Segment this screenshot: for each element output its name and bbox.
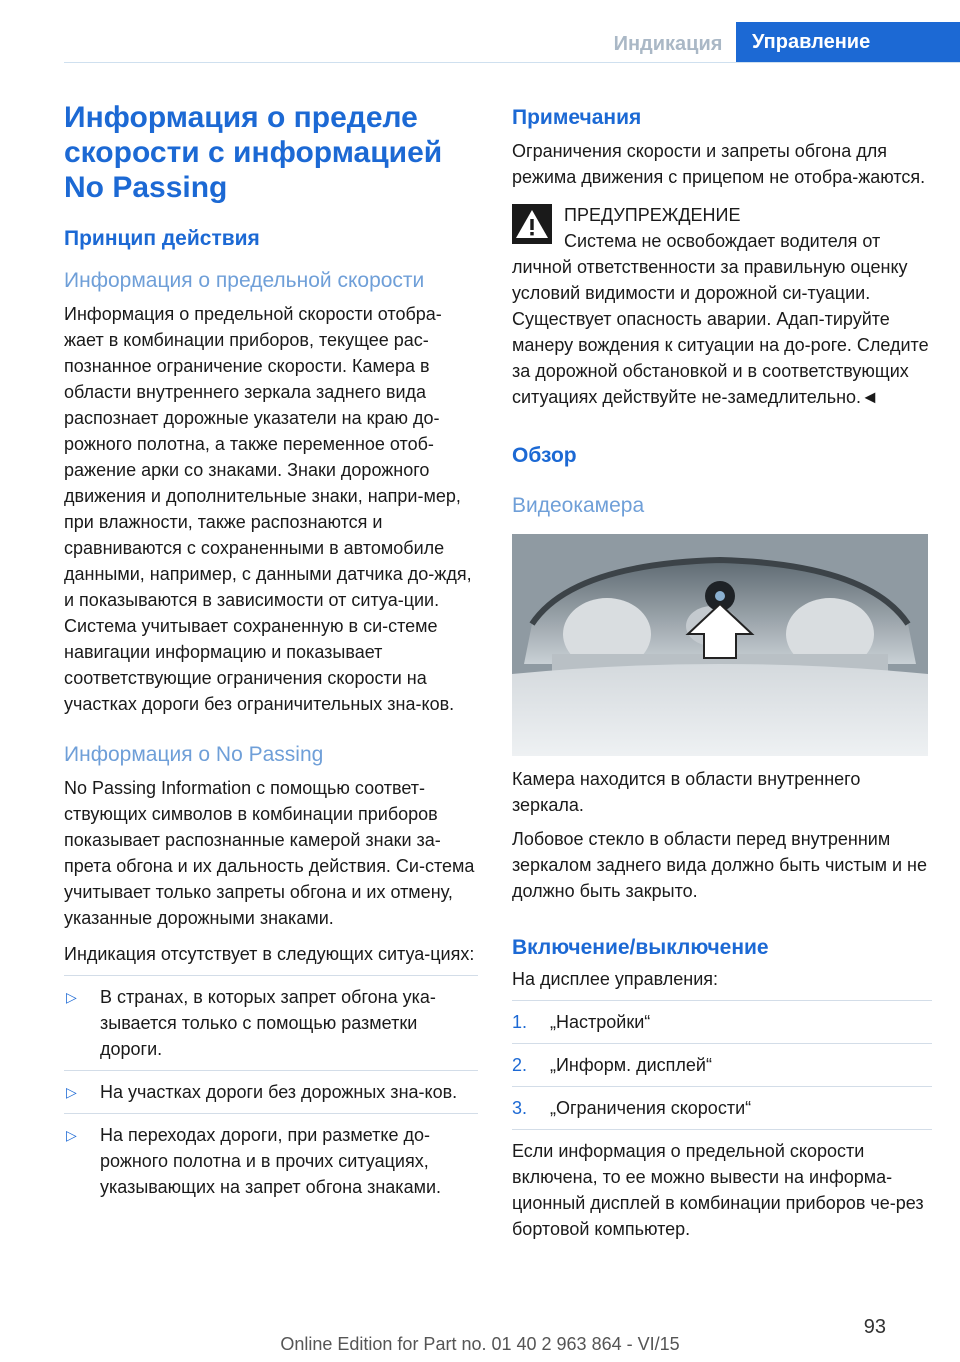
camera-heading: Видеокамера — [512, 494, 645, 517]
tab-controls[interactable]: Управление — [736, 22, 960, 62]
step-number: 3. — [512, 1098, 528, 1118]
list-item — [512, 1052, 932, 1078]
left-column — [64, 100, 478, 1200]
warning-block — [512, 202, 932, 254]
step-label-info-display: „Информ. дисплей“ — [550, 1055, 712, 1075]
page-number: 93 — [863, 1316, 886, 1338]
step-label-speed-limits: „Ограничения скорости“ — [550, 1098, 752, 1118]
triangle-bullet-icon: ▷ — [66, 989, 77, 1005]
step-number: 1. — [512, 1012, 528, 1032]
warning-triangle-icon — [512, 204, 552, 244]
bullet-divider — [64, 1113, 478, 1114]
notes-heading: Примечания — [512, 106, 642, 129]
list-item — [64, 984, 478, 1062]
nopassing-paragraph: No Passing Information с помощью соответ-ствующих символов в комбинации приборов показывает распознанные камерой знаки за-прета обгона и их дальность действия. Си-стема учитывает только запреты обгона и их отмену, указанные дорожными знаками. — [64, 778, 475, 928]
bullet-text-3: На переходах дороги, при разметке до-рожного полотна и в прочих ситуациях, указывающих на запрет обгона знаками. — [100, 1125, 442, 1197]
list-item — [512, 1095, 932, 1121]
final-paragraph: Если информация о предельной скорости включена, то ее можно вывести на информа-ционный дисплей в комбинации приборов че-рез бортовой компьютер. — [512, 1141, 924, 1239]
page-title-line-2: скорости с информацией — [64, 136, 443, 169]
step-divider — [512, 1043, 932, 1044]
bullet-divider — [64, 1070, 478, 1071]
warning-title: ПРЕДУПРЕЖДЕНИЕ — [564, 205, 741, 225]
list-item — [512, 1009, 932, 1035]
onoff-paragraph: На дисплее управления: — [512, 969, 719, 989]
step-divider — [512, 1086, 932, 1087]
header-rule — [64, 62, 960, 63]
windshield-paragraph: Лобовое стекло в области перед внутренним зеркалом заднего вида должно быть чистым и не должно быть закрыто. — [512, 829, 927, 901]
triangle-bullet-icon: ▷ — [66, 1127, 77, 1143]
list-item — [64, 1122, 478, 1200]
bullet-text-1: В странах, в которых запрет обгона ука-зывается только с помощью разметки дороги. — [100, 987, 436, 1059]
edition-footer: Online Edition for Part no. 01 40 2 963 864 - VI/15 — [280, 1334, 680, 1354]
tab-indication[interactable]: Индикация — [613, 32, 723, 55]
onoff-heading: Включение/выключение — [512, 936, 769, 959]
warning-text: личной ответственности за правильную оценку условий видимости и дорожной си-туации. Существует опасность аварии. Адап-тируйте манеру вождения к ситуации на до-роге. Следите за дорожной обстановкой и в соответствующих ситуациях действуйте не-замедлительно.◄ — [512, 257, 929, 407]
bullet-divider — [64, 975, 478, 976]
page-title — [64, 100, 478, 205]
step-divider — [512, 1129, 932, 1130]
speed-heading: Информация о предельной скорости — [64, 269, 425, 292]
bullet-text-2: На участках дороги без дорожных зна-ков. — [100, 1082, 458, 1102]
triangle-bullet-icon: ▷ — [66, 1084, 77, 1100]
page-title-line-1: Информация о пределе — [64, 101, 418, 134]
principle-heading: Принцип действия — [64, 227, 260, 250]
step-divider — [512, 1000, 932, 1001]
page-title-line-3: No Passing — [64, 171, 228, 204]
list-item — [64, 1079, 478, 1105]
step-number: 2. — [512, 1055, 528, 1075]
overview-heading: Обзор — [512, 444, 577, 467]
speed-paragraph: Информация о предельной скорости отобра-жает в комбинации приборов, текущее рас-познанное ограничение скорости. Камера в области внутреннего зеркала заднего вида распознает дорожные указатели на краю до-рожного полотна, а также переменное отоб-ражение арки со знаками. Знаки дорожного движения и дополнительные знаки, напри-мер, при влажности, также распознаются и сравниваются с сохраненными в автомобиле данными, например, с данными датчика до-ждя, и показываются в зависимости от ситуа-ции. Система учитывает сохраненную в си-стеме навигации информацию и показывает соответствующие ограничения скорости на участках дороги без ограничительных зна-ков. — [64, 304, 472, 714]
step-label-settings: „Настройки“ — [550, 1012, 651, 1032]
warning-first-line: Система не освобождает водителя от — [564, 231, 881, 251]
rear-window-camera-image — [512, 534, 928, 756]
notes-paragraph: Ограничения скорости и запреты обгона для режима движения с прицепом не отобра-жаются. — [512, 141, 926, 187]
nopassing-heading: Информация о No Passing — [64, 743, 324, 766]
right-column — [512, 100, 932, 1242]
absent-paragraph: Индикация отсутствует в следующих ситуа-циях: — [64, 944, 475, 964]
camera-caption: Камера находится в области внутреннего зеркала. — [512, 769, 861, 815]
